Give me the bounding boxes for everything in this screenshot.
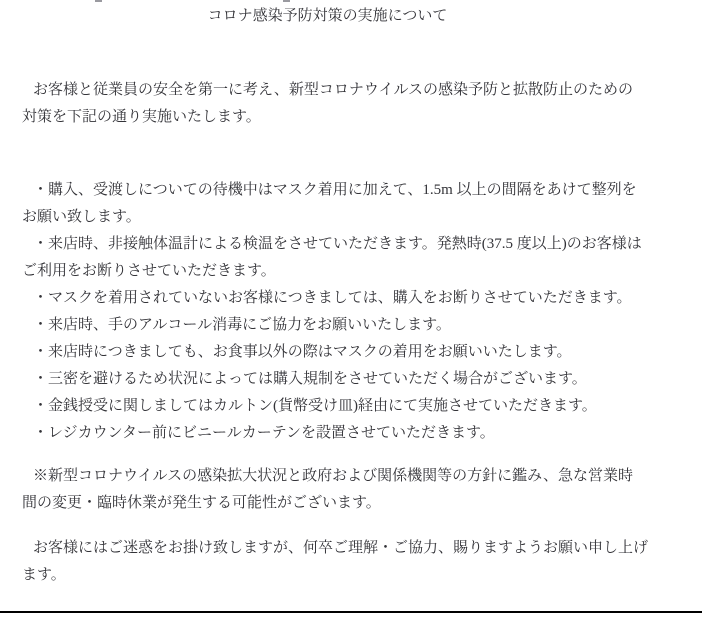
text-line: ・マスクを着用されていないお客様につきましては、購入をお断りさせていただきます。 [33,290,632,306]
text-line: ・購入、受渡しについての待機中はマスク着用に加えて、1.5m 以上の間隔をあけて整列を [33,182,637,198]
text-line: ・三密を避けるため状況によっては購入規制をさせていただく場合がございます。 [33,371,587,387]
bottom-border-line [0,611,702,613]
text-line: ・来店時につきましても、お食事以外の際はマスクの着用をお願いいたします。 [33,344,572,360]
text-line: ます。 [22,567,66,583]
text-line: 対策を下記の通り実施いたします。 [22,109,261,125]
page-edge-artifact [283,0,290,2]
text-line: お客様にはご迷惑をお掛け致しますが、何卒ご理解・ご協力、賜りますようお願い申し上げ [33,540,649,556]
list-item [0,177,709,231]
intro-paragraph [0,77,709,131]
document-title: コロナ感染予防対策の実施について [207,8,448,24]
text-line: ※新型コロナウイルスの感染拡大状況と政府および関係機関等の方針に鑑み、急な営業時 [33,468,634,484]
page-edge-artifact [95,0,102,2]
note-paragraph [0,463,709,517]
text-line: ・レジカウンター前にビニールカーテンを設置させていただきます。 [33,425,495,441]
text-line: お客様と従業員の安全を第一に考え、新型コロナウイルスの感染予防と拡散防止のための [33,82,634,98]
text-line: ・来店時、非接触体温計による検温をさせていただきます。発熱時(37.5 度以上)のお客様は [33,236,642,252]
text-line: ・金銭授受に関しましてはカルトン(貨幣受け皿)経由にて実施させていただきます。 [33,398,597,414]
list-item [0,312,709,339]
list-item [0,420,709,447]
list-item [0,285,709,312]
list-item [0,231,709,285]
list-item [0,339,709,366]
list-item [0,393,709,420]
text-line: お願い致します。 [22,209,141,225]
closing-paragraph [0,535,709,589]
text-line: ご利用をお断りさせていただきます。 [22,263,276,279]
text-line: ・来店時、手のアルコール消毒にご協力をお願いいたします。 [33,317,451,333]
text-line: 間の変更・臨時休業が発生する可能性がございます。 [22,495,381,511]
list-item [0,366,709,393]
measures-list [0,177,709,447]
